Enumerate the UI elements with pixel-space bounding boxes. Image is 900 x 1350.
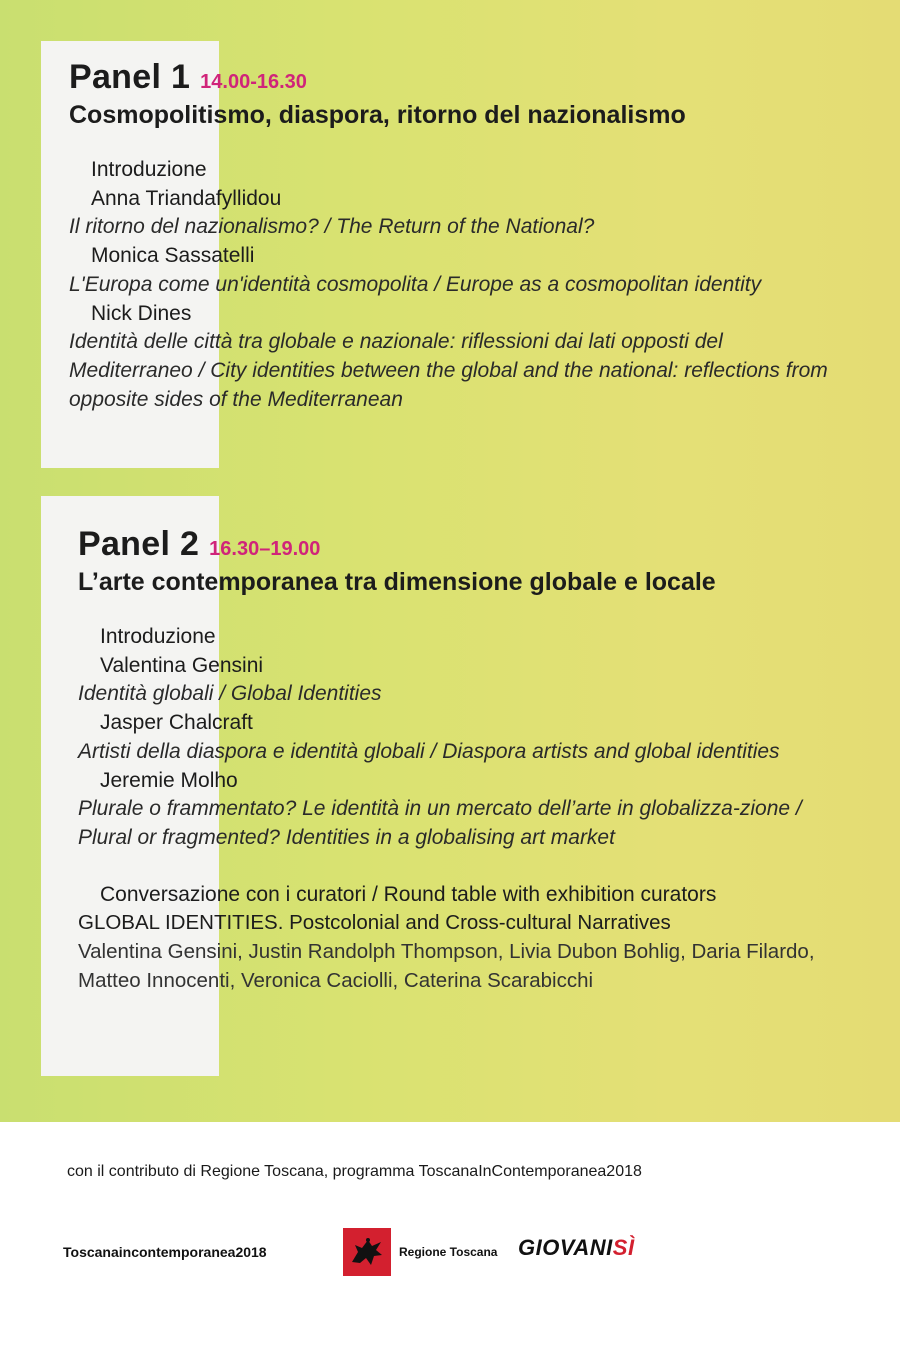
panel-1-header [69,58,869,97]
panel-1 [69,58,869,414]
panel-2-header [78,525,878,564]
contribution-note: con il contributo di Regione Toscana, programma ToscanaInContemporanea2018 [67,1163,642,1180]
talk-title: Artisti della diaspora e identità globali / Diaspora artists and global identities [78,739,780,763]
speaker-name: Jasper Chalcraft [100,711,253,735]
roundtable-label: Conversazione con i curatori / Round table with exhibition curators [100,882,717,906]
panel-2-talks [78,623,878,995]
giovanisi-logo-si: SÌ [612,1235,635,1260]
panel-1-intro: Introduzione [91,158,207,181]
curators-list: Valentina Gensini, Justin Randolph Thompson, Livia Dubon Bohlig, Daria Filardo, Matteo Innocenti, Veronica Caciolli, Caterina Scarabicchi [78,940,815,992]
talk-title: L'Europa come un'identità cosmopolita / Europe as a cosmopolitan identity [69,272,762,296]
panel-2-label: Panel 2 [78,525,200,563]
panel-2 [78,525,878,995]
talk-title: Identità delle città tra globale e nazionale: riflessioni dai lati opposti del Mediterraneo / City identities between the global and the national: reflections from opposite sides of the Mediterranean [69,330,828,411]
talk-title: Identità globali / Global Identities [78,682,382,706]
exhibition-title: GLOBAL IDENTITIES. Postcolonial and Cross-cultural Narratives [78,911,671,935]
panel-2-intro: Introduzione [100,625,216,648]
giovanisi-logo-word: GIOVANI [518,1235,613,1260]
pegasus-icon [343,1228,391,1276]
talk-title: Il ritorno del nazionalismo? / The Return of the National? [69,215,595,239]
speaker-name: Monica Sassatelli [91,244,255,268]
panel-1-time: 14.00-16.30 [200,71,307,93]
panel-1-title: Cosmopolitismo, diaspora, ritorno del nazionalismo [69,101,686,129]
panel-2-time: 16.30–19.00 [209,538,321,560]
panel-1-talks [69,156,869,414]
sponsor-logos [0,1225,900,1285]
speaker-name: Anna Triandafyllidou [91,186,282,210]
toscanaincontemporanea-logo: Toscanaincontemporanea2018 [63,1244,267,1260]
regione-toscana-logo-text: Regione Toscana [399,1245,498,1259]
spacer [78,853,878,881]
speaker-name: Valentina Gensini [100,653,264,677]
talk-title: Plurale o frammentato? Le identità in un mercato dell’arte in globalizza-zione / Plural or fragmented? Identities in a globalising art market [78,797,802,849]
speaker-name: Nick Dines [91,301,192,325]
giovanisi-logo [518,1235,635,1261]
panel-2-title: L’arte contemporanea tra dimensione globale e locale [78,568,716,596]
panel-1-label: Panel 1 [69,58,191,96]
speaker-name: Jeremie Molho [100,768,238,792]
